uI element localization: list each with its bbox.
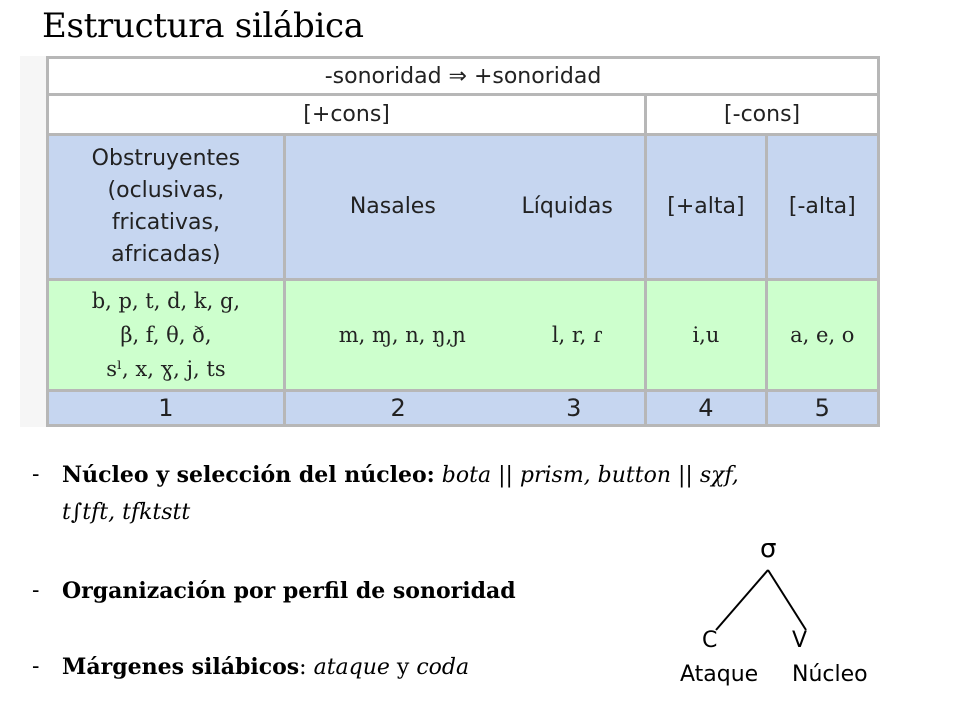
bullet-heading: Organización por perfil de sonoridad [62, 578, 516, 604]
sonority-rank-2: 2 [390, 393, 406, 422]
bullet-dash: - [32, 654, 40, 679]
segments-obstruyentes-line: b, p, t, d, k, g, [91, 288, 241, 313]
example-text: coda [416, 655, 470, 680]
sonority-table-figure [20, 56, 873, 427]
bullet-text [62, 578, 516, 604]
colon: : [299, 655, 314, 680]
sonority-scale-header: -sonoridad ⇒ +sonoridad [48, 58, 879, 95]
segments-obstruyentes [48, 279, 285, 390]
example-text: bota [441, 463, 492, 488]
nucleus-node-v: V [792, 628, 808, 653]
bullet-text [62, 654, 469, 680]
slide-title: Estructura silábica [42, 6, 364, 46]
separator: || [671, 463, 700, 488]
category-consonantal: [+cons] [48, 95, 646, 135]
segments-alta-plus: i,u [646, 279, 766, 390]
sonority-rank-2-3 [284, 390, 645, 425]
class-nasales-liquidas [284, 135, 645, 279]
sonority-rank-3: 3 [566, 393, 582, 422]
class-obstruyentes-line: (oclusivas, [107, 177, 225, 203]
segments-obstruyentes-line: sˡ, x, ɣ, j, ts [106, 356, 226, 381]
sonority-rank-1: 1 [48, 390, 285, 425]
sonority-rank-4: 4 [646, 390, 766, 425]
sonority-table [46, 56, 880, 427]
segments-alta-minus: a, e, o [766, 279, 878, 390]
bullet-heading: Núcleo y selección del núcleo: [62, 462, 435, 488]
class-obstruyentes-line: Obstruyentes [91, 145, 241, 171]
segments-obstruyentes-line: β, f, θ, ð, [120, 322, 212, 347]
class-alta-minus: [-alta] [766, 135, 878, 279]
separator: || [491, 463, 520, 488]
onset-label: Ataque [680, 662, 759, 687]
branch-right [768, 570, 806, 630]
example-text: ataque [313, 655, 390, 680]
class-alta-plus: [+alta] [646, 135, 766, 279]
segments-nasales: m, ɱ, n, ŋ,ɲ [338, 322, 466, 347]
sonority-rank-5: 5 [766, 390, 878, 425]
example-text-line2: t∫tft, tfktstt [62, 500, 191, 525]
example-text: prism, button [519, 463, 672, 488]
bullet-text [62, 462, 739, 488]
conjunction: y [389, 655, 417, 680]
syllable-root-sigma: σ [760, 534, 777, 564]
bullet-heading: Márgenes silábicos [62, 654, 300, 680]
class-liquidas: Líquidas [521, 193, 613, 219]
syllable-tree-diagram [676, 534, 876, 694]
segments-liquidas: l, r, ɾ [551, 322, 603, 347]
category-non-consonantal: [-cons] [646, 95, 879, 135]
class-obstruyentes-line: fricativas, [111, 209, 220, 235]
class-obstruyentes [48, 135, 285, 279]
nucleus-label: Núcleo [792, 662, 868, 687]
example-text: sχf, [699, 463, 739, 488]
class-nasales: Nasales [349, 193, 436, 219]
class-obstruyentes-line: africadas) [111, 241, 221, 267]
onset-node-c: C [702, 628, 718, 653]
bullet-dash: - [32, 462, 40, 487]
branch-left [716, 570, 768, 630]
bullet-dash: - [32, 578, 40, 603]
segments-nasales-liquidas [284, 279, 645, 390]
